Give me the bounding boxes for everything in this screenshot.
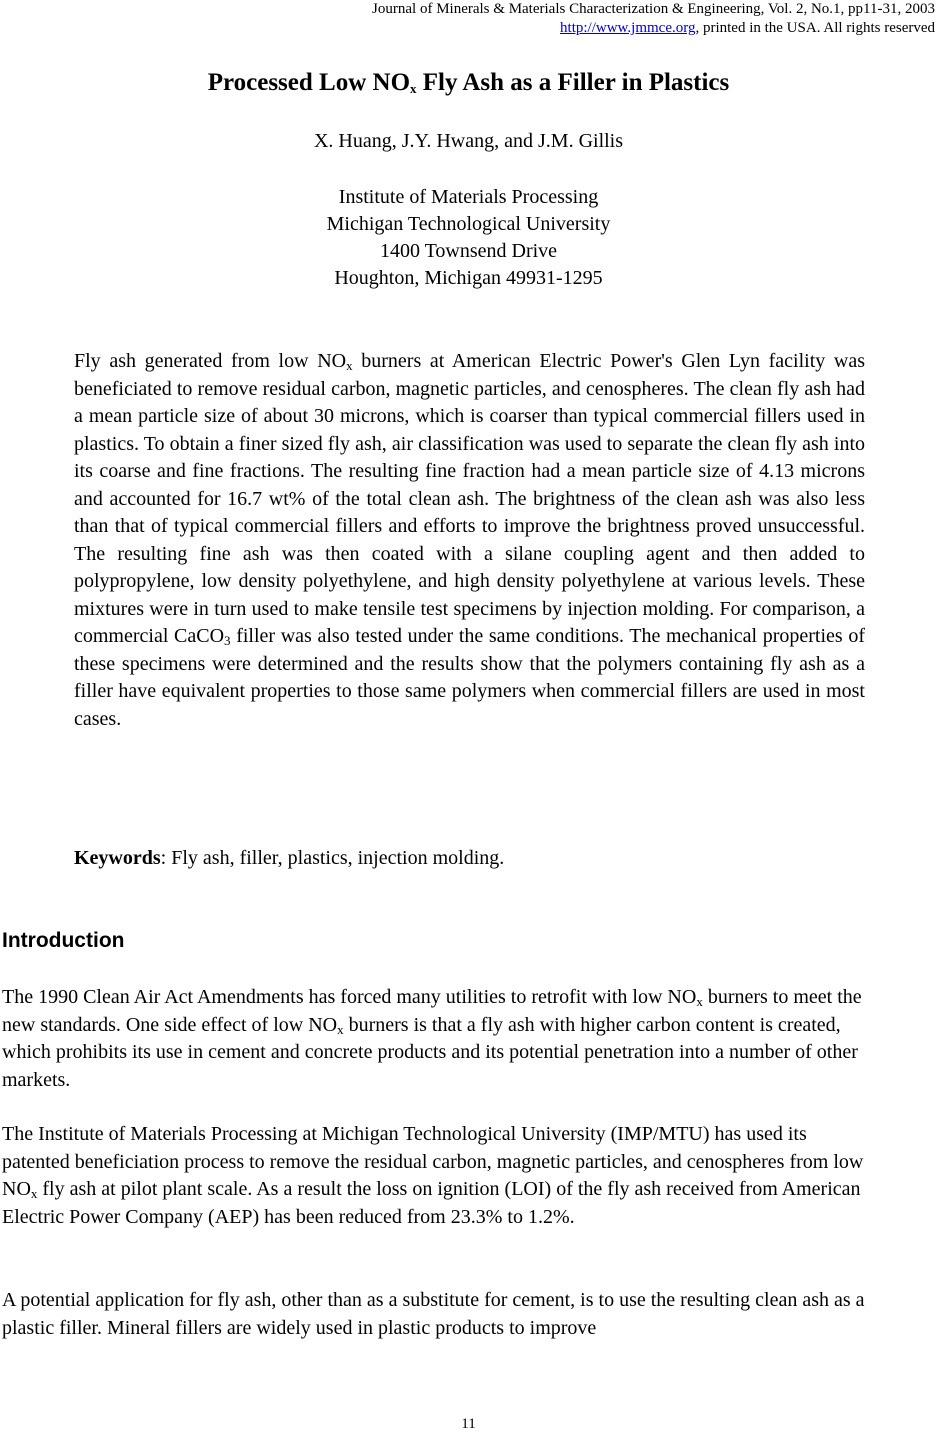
affiliation-street: 1400 Townsend Drive bbox=[379, 240, 558, 262]
introduction-heading: Introduction bbox=[2, 929, 125, 952]
page-number: 11 bbox=[461, 1416, 476, 1432]
affiliation-university: Michigan Technological University bbox=[326, 213, 611, 235]
introduction-paragraph-3: A potential application for fly ash, other than as a substitute for cement, is to use the resulting clean ash as a plastic filler. Mineral fillers are widely used in plastic products to improve bbox=[2, 1289, 865, 1339]
abstract bbox=[74, 348, 865, 733]
introduction-paragraph-2: The Institute of Materials Processing at Michigan Technological University (IMP/MTU) has used its patented beneficiation process to remove the residual carbon, magnetic particles, and cenospheres from low $NO_x$ fly ash at pilot plant scale. As a result the loss on ignition (LOI) of the fly ash received from American Electric Power Company (AEP) has been reduced from 23.3% to 1.2%. bbox=[2, 1123, 864, 1228]
journal-citation: Journal of Minerals & Materials Characterization & Engineering, Vol. 2, No.1, pp11-31, 2003 bbox=[372, 1, 935, 17]
affiliation bbox=[0, 184, 937, 292]
paper-title bbox=[0, 66, 937, 100]
journal-url-line bbox=[372, 19, 935, 38]
title-text-end: Fly Ash as a Filler in Plastics bbox=[416, 69, 730, 96]
title-subscript: x bbox=[410, 81, 417, 96]
journal-link[interactable]: http://www.jmmce.org bbox=[560, 20, 696, 36]
keywords-text: : Fly ash, filler, plastics, injection molding. bbox=[160, 847, 505, 869]
abstract-paragraph: Fly ash generated from low $NO_x$ burners at American Electric Power's Glen Lyn facility was beneficiated to remove residual carbon, magnetic particles, and cenospheres. The clean fly ash had a mean particle size of about 30 microns, which is coarser than typical commercial fillers used in plastics. To obtain a finer sized fly ash, air classification was used to separate the clean fly ash into its coarse and fine fractions. The resulting fine fraction had a mean particle size of 4.13 microns and accounted for 16.7 wt% of the total clean ash. The brightness of the clean ash was also less than that of typical commercial fillers and efforts to improve the brightness proved unsuccessful. The resulting fine ash was then coated with a silane coupling agent and then added to polypropylene, low density polyethylene, and high density polyethylene at various levels. These mixtures were in turn used to make tensile test specimens by injection molding. For comparison, a commercial CaCO$_3$ filler was also tested under the same conditions. The mechanical properties of these specimens were determined and the results show that the polymers containing fly ash as a filler have equivalent properties to those same polymers when commercial fillers are used in most cases. bbox=[74, 350, 866, 730]
keywords bbox=[74, 845, 504, 872]
affiliation-city: Houghton, Michigan 49931-1295 bbox=[334, 267, 603, 289]
introduction-paragraph-1: The 1990 Clean Air Act Amendments has forced many utilities to retrofit with low $NO_x$ burners to meet the new standards. One side effect of low $NO_x$ burners is that a fly ash with higher carbon content is created, which prohibits its use in cement and concrete products and its potential penetration into a number of other markets. bbox=[2, 986, 862, 1091]
authors: X. Huang, J.Y. Hwang, and J.M. Gillis bbox=[313, 130, 624, 152]
affiliation-institute: Institute of Materials Processing bbox=[338, 186, 599, 208]
rights-statement: , printed in the USA. All rights reserved bbox=[695, 20, 935, 36]
journal-header bbox=[372, 0, 935, 38]
title-text: Processed Low NO bbox=[207, 69, 411, 96]
keywords-label: Keywords bbox=[74, 847, 161, 869]
